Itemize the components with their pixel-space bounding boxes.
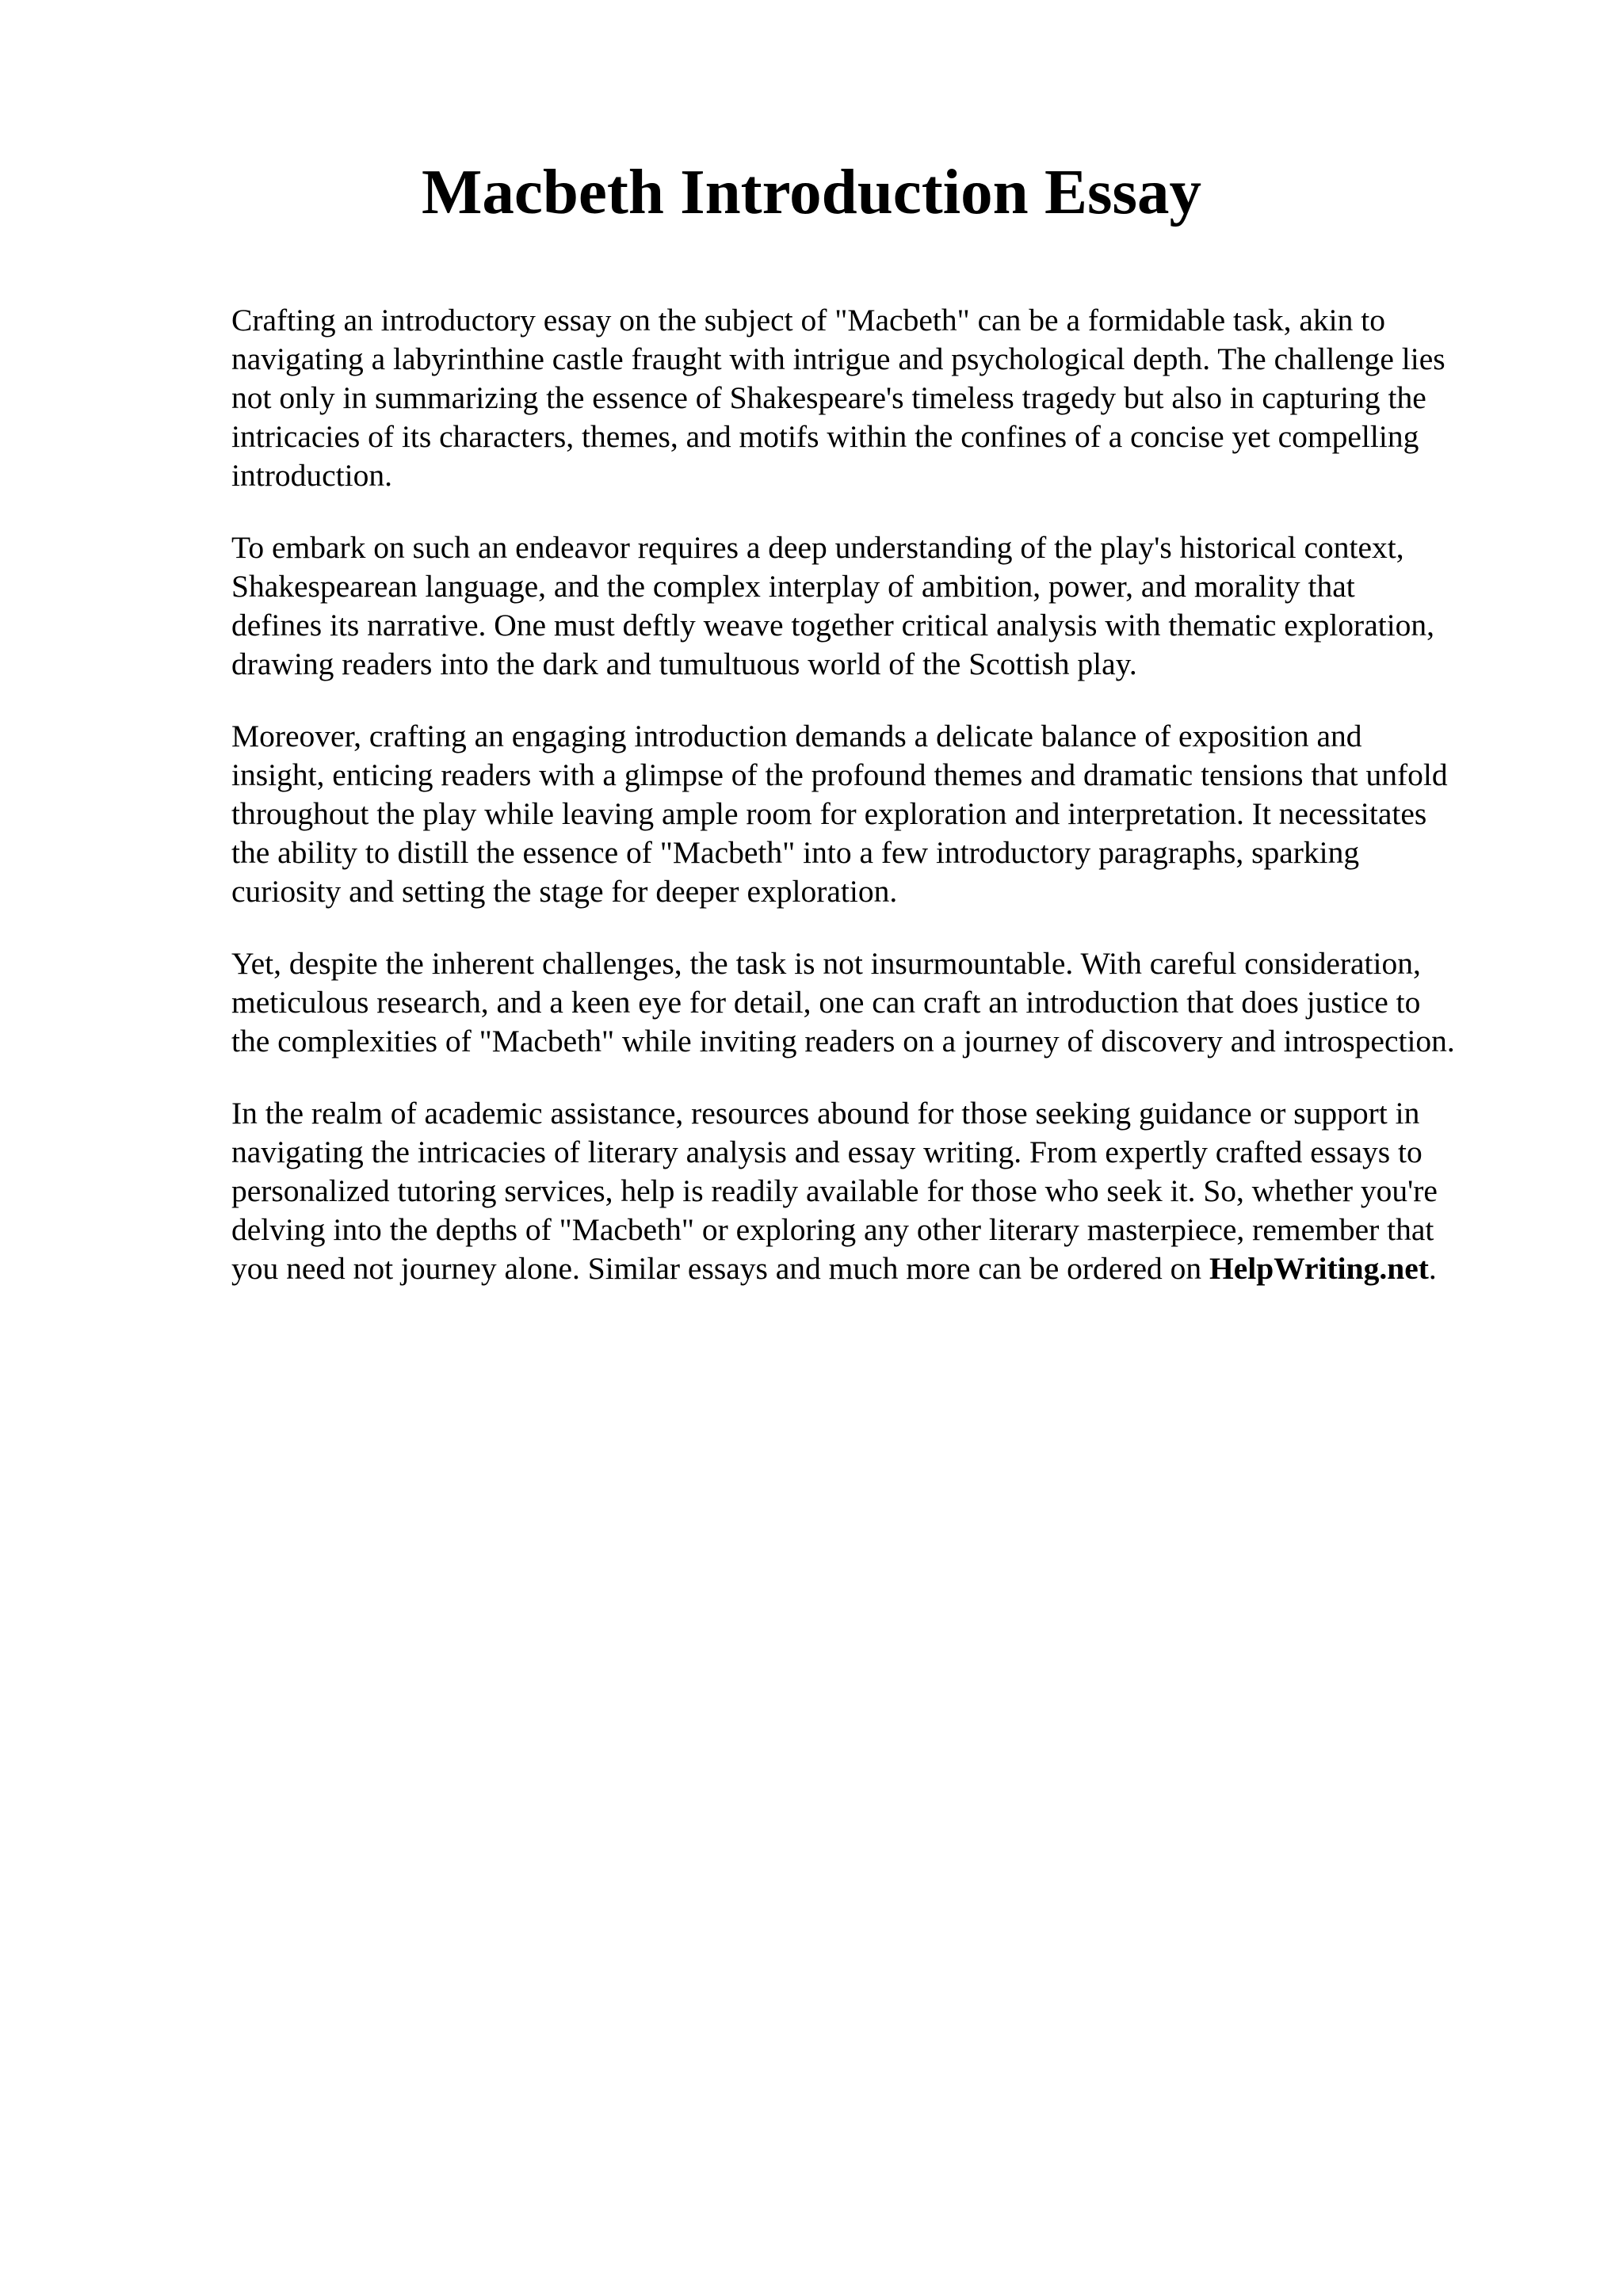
text-line: defines its narrative. One must deftly weave together critical analysis with thematic exploration, bbox=[231, 608, 1435, 643]
text-line: Yet, despite the inherent challenges, the task is not insurmountable. With careful consideration, bbox=[231, 946, 1421, 981]
text-line-prefix: you need not journey alone. Similar essays and much more can be ordered on bbox=[231, 1251, 1210, 1286]
text-line: navigating the intricacies of literary analysis and essay writing. From expertly crafted essays to bbox=[231, 1135, 1423, 1169]
text-line: drawing readers into the dark and tumultuous world of the Scottish play. bbox=[231, 646, 1137, 681]
text-line: navigating a labyrinthine castle fraught with intrigue and psychological depth. The challenge lies bbox=[231, 341, 1445, 376]
text-line: the ability to distill the essence of "Macbeth" into a few introductory paragraphs, sparking bbox=[231, 835, 1360, 870]
text-line: delving into the depths of "Macbeth" or exploring any other literary masterpiece, remember that bbox=[231, 1212, 1434, 1247]
text-line: Shakespearean language, and the complex interplay of ambition, power, and morality that bbox=[231, 569, 1355, 604]
brand-name: HelpWriting.net bbox=[1209, 1251, 1429, 1286]
text-line: insight, enticing readers with a glimpse of the profound themes and dramatic tensions that unfold bbox=[231, 757, 1448, 792]
text-line: not only in summarizing the essence of Shakespeare's timeless tragedy but also in capturing the bbox=[231, 380, 1426, 415]
text-line: introduction. bbox=[231, 458, 392, 493]
text-line: throughout the play while leaving ample room for exploration and interpretation. It necessitates bbox=[231, 796, 1427, 831]
text-line: personalized tutoring services, help is readily available for those who seek it. So, whether you're bbox=[231, 1173, 1438, 1208]
paragraph-1 bbox=[231, 301, 1531, 495]
text-line: Crafting an introductory essay on the subject of "Macbeth" can be a formidable task, akin to bbox=[231, 303, 1386, 338]
text-line-last bbox=[231, 1249, 1531, 1288]
text-line: the complexities of "Macbeth" while inviting readers on a journey of discovery and introspection. bbox=[231, 1024, 1455, 1058]
text-line: curiosity and setting the stage for deeper exploration. bbox=[231, 874, 898, 909]
text-line: To embark on such an endeavor requires a deep understanding of the play's historical context, bbox=[231, 530, 1404, 565]
text-line-suffix: . bbox=[1428, 1251, 1437, 1286]
text-line: In the realm of academic assistance, resources abound for those seeking guidance or support in bbox=[231, 1096, 1420, 1131]
paragraph-2 bbox=[231, 528, 1531, 684]
paragraph-3 bbox=[231, 717, 1531, 911]
text-line: meticulous research, and a keen eye for detail, one can craft an introduction that does justice to bbox=[231, 985, 1421, 1020]
paragraph-4 bbox=[231, 944, 1531, 1061]
text-line: intricacies of its characters, themes, and motifs within the confines of a concise yet compelling bbox=[231, 419, 1419, 454]
paragraph-5 bbox=[231, 1094, 1531, 1288]
text-line: Moreover, crafting an engaging introduction demands a delicate balance of exposition and bbox=[231, 719, 1362, 753]
document-body bbox=[231, 301, 1531, 1322]
document-title: Macbeth Introduction Essay bbox=[421, 156, 1202, 227]
